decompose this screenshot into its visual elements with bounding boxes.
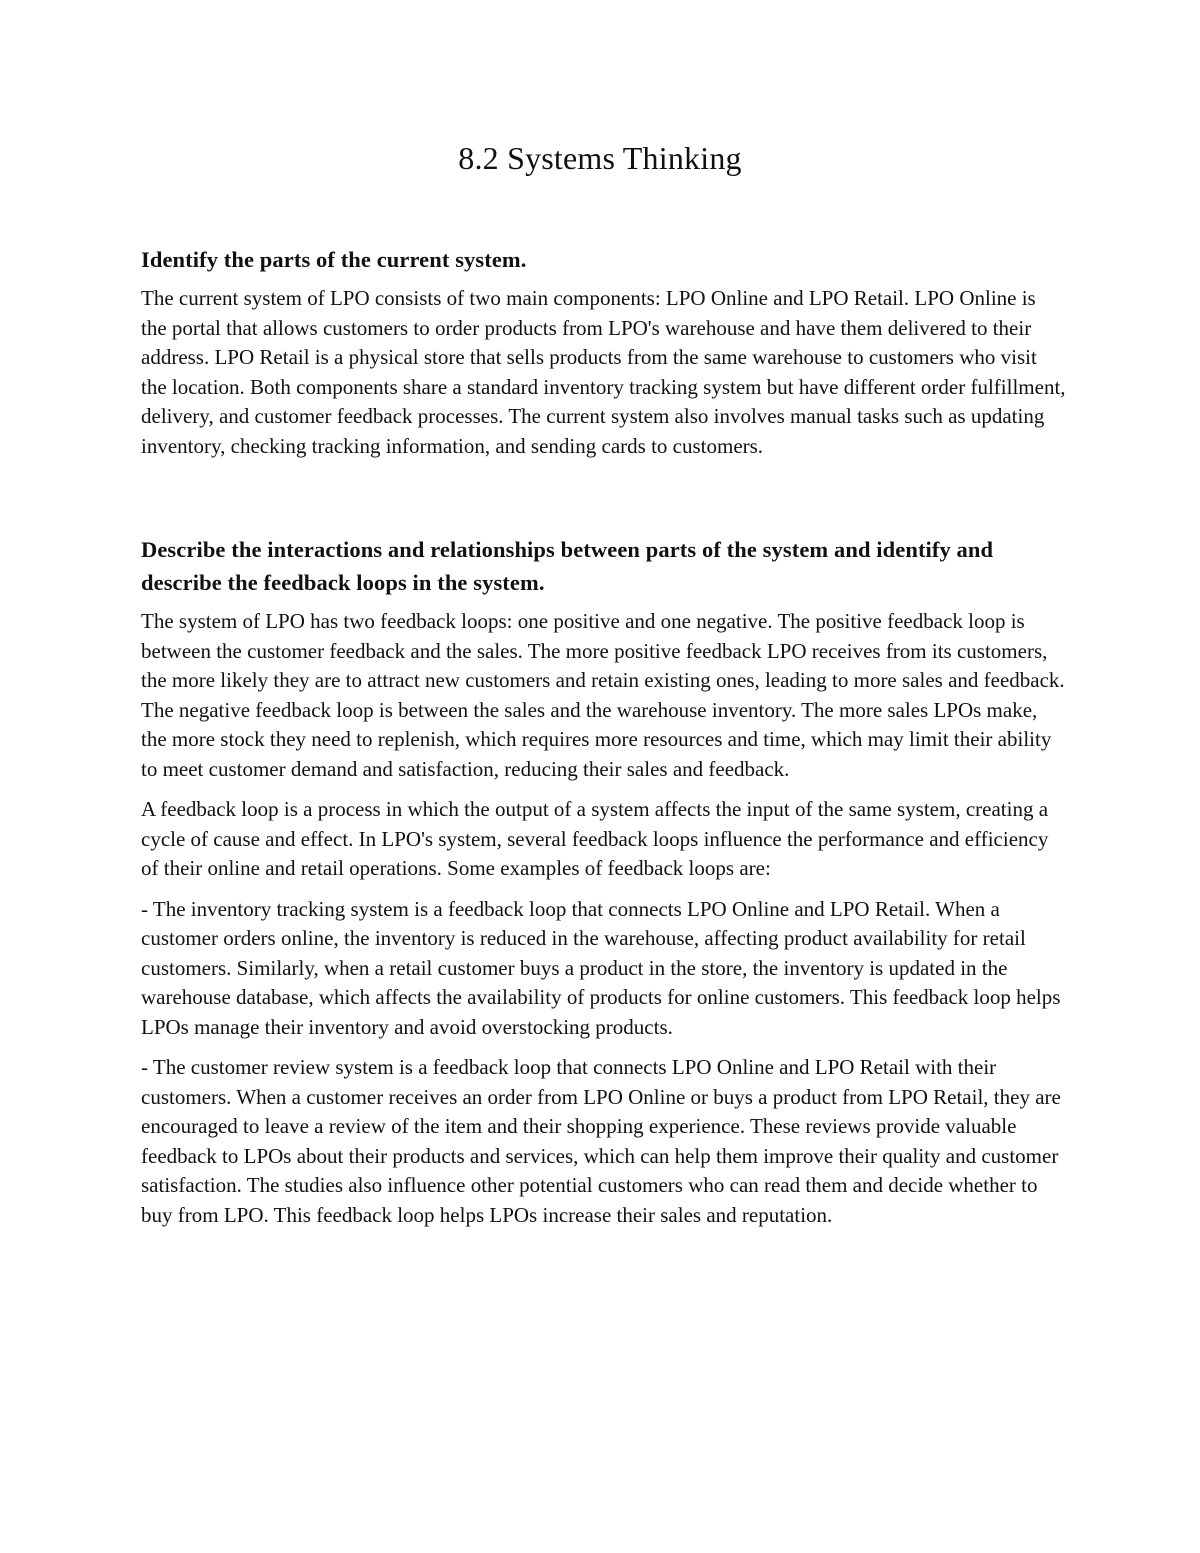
page-title: 8.2 Systems Thinking — [458, 140, 742, 176]
paragraph: A feedback loop is a process in which the output of a system affects the input of the same system, creating a cycle of cause and effect. In LPO's system, several feedback loops influence the performance and efficiency of their online and retail operations. Some examples of feedback loops are: — [141, 797, 1049, 880]
section-interactions-feedback-loops — [141, 533, 1066, 1230]
list-item: - The customer review system is a feedback loop that connects LPO Online and LPO Retail with their customers. When a customer receives an order from LPO Online or buys a product from LPO Retail, they are encouraged to leave a review of the item and their shopping experience. These reviews provide valuable feedback to LPOs about their products and services, which can help them improve their quality and customer satisfaction. The studies also influence other potential customers who can read them and decide whether to buy from LPO. This feedback loop helps LPOs increase their sales and reputation. — [141, 1055, 1061, 1227]
paragraph: The current system of LPO consists of two main components: LPO Online and LPO Retail. LPO Online is the portal that allows customers to order products from LPO's warehouse and have them delivered to their address. LPO Retail is a physical store that sells products from the same warehouse to customers who visit the location. Both components share a standard inventory tracking system but have different order fulfillment, delivery, and customer feedback processes. The current system also involves manual tasks such as updating inventory, checking tracking information, and sending cards to customers. — [141, 286, 1066, 458]
document-body — [141, 243, 1066, 1241]
section-current-system-parts — [141, 243, 1066, 461]
paragraph: The system of LPO has two feedback loops: one positive and one negative. The positive feedback loop is between the customer feedback and the sales. The more positive feedback LPO receives from its customers, the more likely they are to attract new customers and retain existing ones, leading to more sales and feedback. The negative feedback loop is between the sales and the warehouse inventory. The more sales LPOs make, the more stock they need to replenish, which requires more resources and time, which may limit their ability to meet customer demand and satisfaction, reducing their sales and feedback. — [141, 609, 1065, 781]
list-item: - The inventory tracking system is a feedback loop that connects LPO Online and LPO Retail. When a customer orders online, the inventory is reduced in the warehouse, affecting product availability for retail customers. Similarly, when a retail customer buys a product in the store, the inventory is updated in the warehouse database, which affects the availability of products for online customers. This feedback loop helps LPOs manage their inventory and avoid overstocking products. — [141, 896, 1061, 1039]
section-heading: Identify the parts of the current system. — [141, 247, 527, 272]
section-heading: Describe the interactions and relationships between parts of the system and identify and describe the feedback loops in the system. — [141, 537, 994, 595]
